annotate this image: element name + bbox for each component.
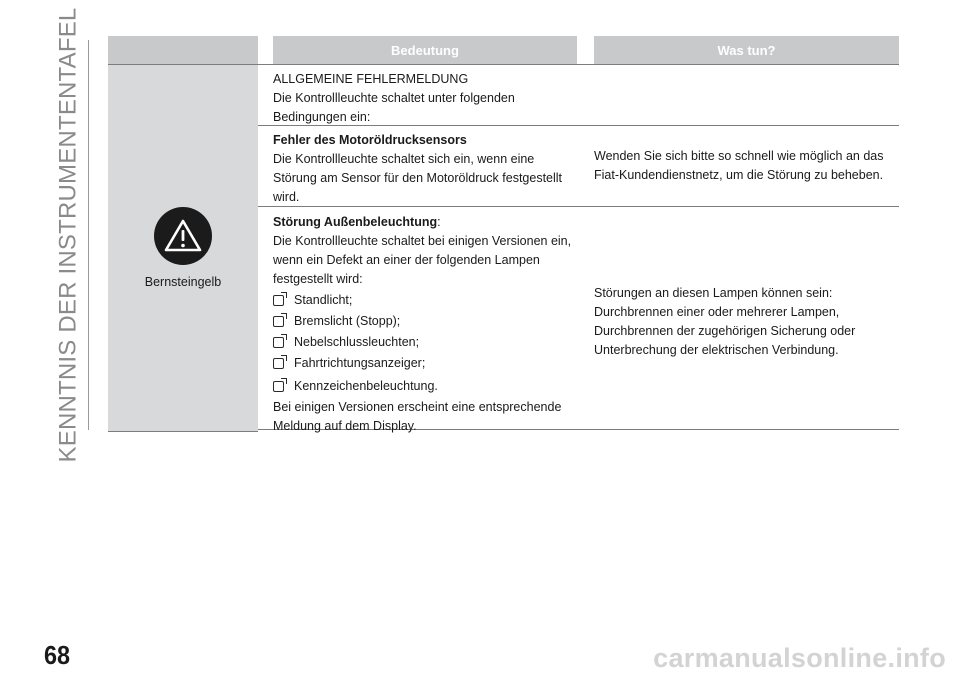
bullet-icon: [273, 381, 284, 392]
list-item-text: Standlicht;: [294, 293, 353, 307]
row-text: Die Kontrollleuchte schaltet sich ein, wenn eine Störung am Sensor für den Motoröldruck festgestellt wird.: [273, 152, 563, 204]
table-row: [258, 65, 899, 126]
side-chapter-title-text: KENNTNIS DER INSTRUMENTENTAFEL: [54, 7, 82, 463]
list-item: [273, 354, 578, 373]
lamp-list: [273, 291, 578, 396]
header-blank-cell: [108, 36, 258, 64]
table-rows: [258, 65, 899, 432]
list-item-text: Kennzeichenbeleuchtung.: [294, 379, 438, 393]
row-text: Die Kontrollleuchte schaltet unter folgenden Bedingungen ein:: [273, 91, 515, 124]
list-item-text: Fahrtrichtungsanzeiger;: [294, 356, 426, 370]
list-item: [273, 377, 578, 396]
row-heading: Störung Außenbeleuchtung: [273, 215, 438, 229]
row-heading: Fehler des Motoröldrucksensors: [273, 133, 467, 147]
action-cell: [578, 126, 899, 206]
row-action: Störungen an diesen Lampen können sein: Durchbrennen einer oder mehrerer Lampen, Durchbrennen der zugehörigen Sicherung oder Unterbrechung der elektrischen Verbindung.: [594, 286, 856, 357]
warning-triangle-icon: [154, 207, 212, 265]
row-heading-suffix: :: [437, 215, 441, 229]
bullet-icon: [273, 295, 284, 306]
indicator-cell: [108, 65, 258, 432]
page-number: 68: [44, 640, 71, 670]
row-action: Wenden Sie sich bitte so schnell wie möglich an das Fiat-Kundendienstnetz, um die Störung zu beheben.: [594, 149, 884, 182]
table-row: [258, 126, 899, 207]
row-note: Bei einigen Versionen erscheint eine entsprechende Meldung auf dem Display.: [273, 400, 562, 433]
side-divider: [88, 40, 89, 430]
list-item: [273, 312, 578, 331]
meaning-cell: [258, 207, 578, 433]
table-body: [108, 65, 899, 432]
row-text: Die Kontrollleuchte schaltet bei einigen Versionen ein, wenn ein Defekt an einer der folgenden Lampen festgestellt wird:: [273, 234, 572, 286]
warning-light-table: [108, 36, 899, 432]
action-cell: [578, 65, 899, 125]
list-item: [273, 291, 578, 310]
watermark: carmanualsonline.info: [653, 643, 946, 673]
bullet-icon: [273, 337, 284, 348]
table-header: [108, 36, 899, 65]
header-action: [594, 36, 899, 64]
list-item-text: Bremslicht (Stopp);: [294, 314, 401, 328]
list-item: [273, 333, 578, 352]
row-heading-line: [273, 213, 578, 232]
table-row: [258, 207, 899, 433]
action-cell: [578, 207, 899, 429]
meaning-cell: [258, 126, 578, 206]
header-meaning: [273, 36, 577, 64]
row-heading: ALLGEMEINE FEHLERMELDUNG: [273, 72, 469, 86]
meaning-cell: [258, 65, 578, 125]
side-chapter-title: [50, 7, 86, 463]
bullet-icon: [273, 358, 284, 369]
indicator-color-label: Bernsteingelb: [144, 275, 222, 289]
header-action-label: Was tun?: [717, 42, 776, 58]
bullet-icon: [273, 316, 284, 327]
list-item-text: Nebelschlussleuchten;: [294, 335, 420, 349]
header-meaning-label: Bedeutung: [391, 42, 459, 58]
